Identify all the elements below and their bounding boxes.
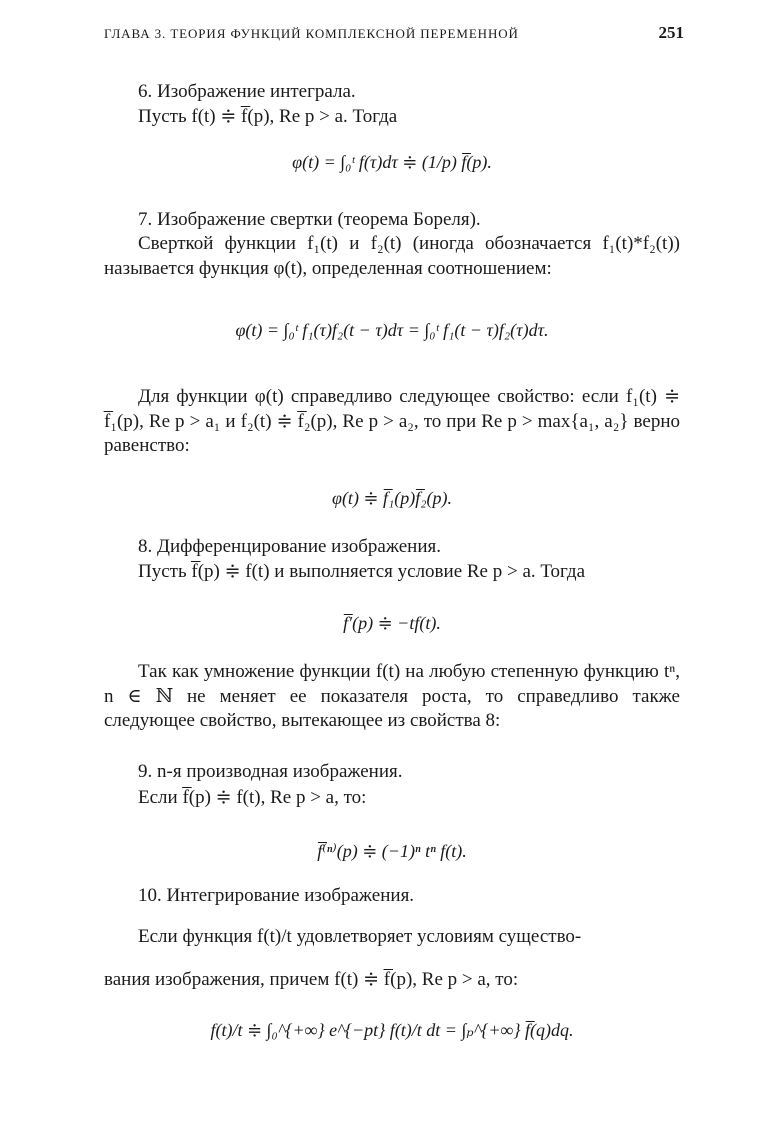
section-8-title: 8. Дифференцирование изображения. (138, 536, 441, 557)
convolution-definition: Сверткой функции f₁(t) и f₂(t) (иногда обозначается f₁(t)*f₂(t)) называется функция φ(t), определенная соотношением: (104, 233, 680, 279)
formula-differentiation: f̅′(p) ≑ −tf(t). (343, 613, 441, 633)
convolution-property: Для функции φ(t) справедливо следующее свойство: если f₁(t) ≑ f̅₁(p), Re p > a₁ и f₂(t) ≑ f̅₂(p), Re p > a₂, то при Re p > max{a₁, a₂} верно равенство: (104, 386, 680, 456)
running-head (104, 23, 684, 42)
power-multiplication-note: Так как умножение функции f(t) на любую степенную функцию tⁿ, n ∈ ℕ не меняет ее показателя роста, то справедливо также следующее свойство, вытекающее из свойства 8: (104, 661, 680, 731)
section-10-condition-1: Если функция f(t)/t удовлетворяет условиям существо- (138, 926, 582, 947)
page-number: 251 (658, 23, 684, 42)
formula-convolution-image: φ(t) ≑ f̅₁(p)f̅₂(p). (331, 488, 453, 508)
formula-image-integration: f(t)/t ≑ ∫₀^{+∞} e^{−pt} f(t)/t dt = ∫ₚ^{+∞} f̅(q)dq. (210, 1020, 574, 1040)
section-8-condition: Пусть f̅(p) ≑ f(t) и выполняется условие Re p > a. Тогда (138, 561, 586, 582)
chapter-title: ГЛАВА 3. ТЕОРИЯ ФУНКЦИЙ КОМПЛЕКСНОЙ ПЕРЕМЕННОЙ (104, 26, 519, 41)
formula-convolution: φ(t) = ∫₀ᵗ f₁(τ)f₂(t − τ)dτ = ∫₀ᵗ f₁(t − τ)f₂(τ)dτ. (235, 320, 549, 340)
section-6-title: 6. Изображение интеграла. (138, 81, 356, 102)
section-10-title: 10. Интегрирование изображения. (138, 885, 415, 906)
formula-integral-image: φ(t) = ∫₀ᵗ f(τ)dτ ≑ (1/p) f̅(p). (292, 152, 492, 172)
section-9-title: 9. n-я производная изображения. (138, 761, 403, 782)
formula-nth-derivative: f̅⁽ⁿ⁾(p) ≑ (−1)ⁿ tⁿ f(t). (317, 841, 467, 861)
section-7-title: 7. Изображение свертки (теорема Бореля). (138, 209, 481, 230)
section-9-condition: Если f̅(p) ≑ f(t), Re p > a, то: (138, 787, 367, 808)
section-10-condition-2: вания изображения, причем f(t) ≑ f̅(p), Re p > a, то: (104, 969, 519, 990)
section-6-condition: Пусть f(t) ≑ f̅(p), Re p > a. Тогда (138, 106, 398, 127)
